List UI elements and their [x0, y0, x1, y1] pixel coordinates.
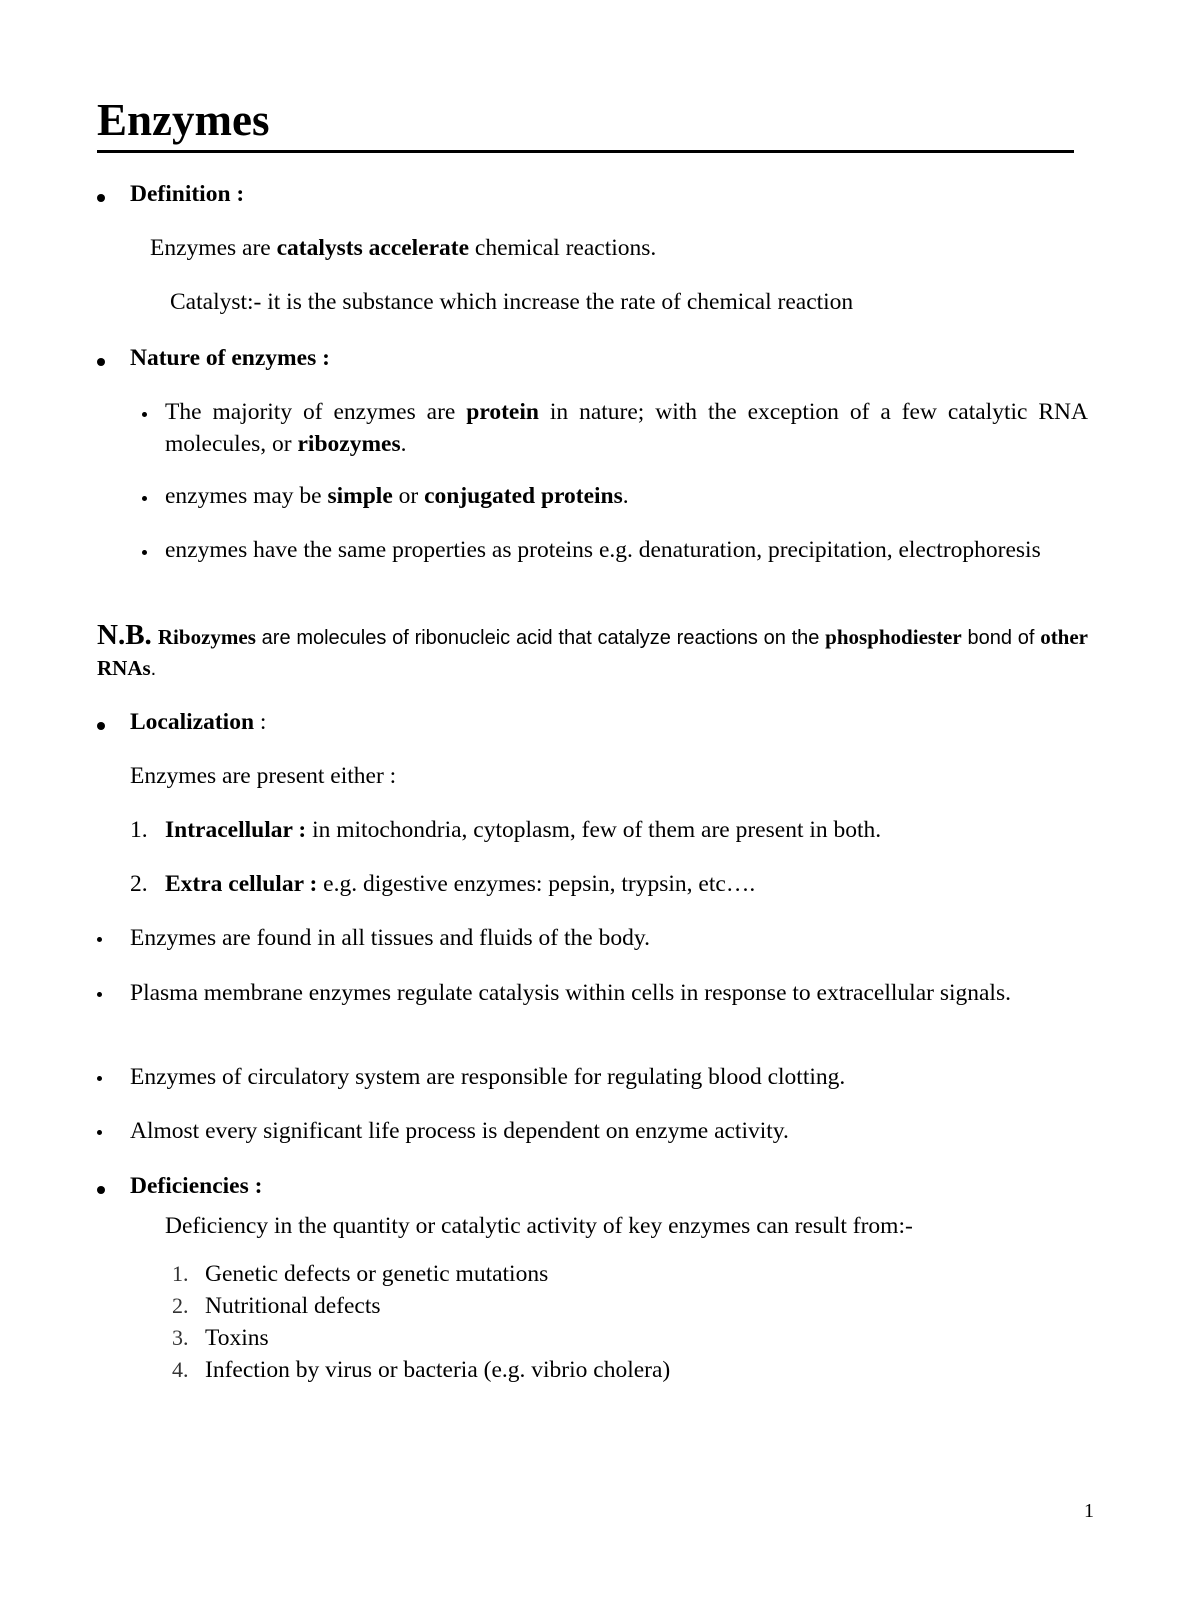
page-title: Enzymes	[97, 95, 270, 145]
localization-intro: Enzymes are present either :	[130, 763, 397, 789]
localization-point: Plasma membrane enzymes regulate catalysis within cells in response to extracellular signals.	[130, 980, 1011, 1006]
page-number: 1	[1084, 1500, 1094, 1522]
localization-point: Enzymes are found in all tissues and fluids of the body.	[130, 925, 650, 951]
bullet-icon	[142, 412, 147, 417]
localization-item-1: Intracellular : in mitochondria, cytoplasm, few of them are present in both.	[165, 817, 882, 843]
deficiencies-heading: Deficiencies :	[130, 1173, 263, 1199]
bullet-icon	[97, 937, 102, 942]
nature-heading: Nature of enzymes :	[130, 345, 330, 371]
deficiency-number: 2.	[172, 1293, 189, 1318]
deficiency-item: Infection by virus or bacteria (e.g. vibrio cholera)	[205, 1357, 671, 1383]
bullet-icon	[97, 1130, 102, 1135]
deficiencies-intro: Deficiency in the quantity or catalytic activity of key enzymes can result from:-	[165, 1213, 913, 1239]
deficiency-number: 3.	[172, 1325, 189, 1350]
nb-note: N.B. Ribozymes are molecules of ribonucleic acid that catalyze reactions on the phosphodiester bond of other RNAs.	[97, 619, 1089, 680]
localization-point: Enzymes of circulatory system are responsible for regulating blood clotting.	[130, 1064, 846, 1090]
localization-point: Almost every significant life process is dependent on enzyme activity.	[130, 1118, 789, 1144]
bullet-icon	[97, 1186, 105, 1194]
definition-text: Enzymes are catalysts accelerate chemical reactions.	[150, 235, 657, 261]
localization-item-1-number: 1.	[130, 817, 148, 843]
definition-heading: Definition :	[130, 181, 245, 207]
localization-heading: Localization :	[130, 709, 267, 735]
bullet-icon	[97, 194, 105, 202]
catalyst-definition: Catalyst:- it is the substance which increase the rate of chemical reaction	[170, 289, 854, 315]
nature-point-3: enzymes have the same properties as proteins e.g. denaturation, precipitation, electrophoresis	[165, 537, 1041, 563]
title-underline	[97, 150, 1074, 153]
nature-point-2: enzymes may be simple or conjugated proteins.	[165, 483, 629, 509]
deficiency-number: 4.	[172, 1357, 189, 1382]
localization-item-2: Extra cellular : e.g. digestive enzymes: pepsin, trypsin, etc….	[165, 871, 756, 897]
deficiency-item: Genetic defects or genetic mutations	[205, 1261, 549, 1287]
nature-point-1: The majority of enzymes are protein in nature; with the exception of a few catalytic RNA molecules, or ribozymes.	[165, 399, 1088, 457]
bullet-icon	[97, 722, 105, 730]
localization-item-2-number: 2.	[130, 871, 148, 897]
deficiency-item: Nutritional defects	[205, 1293, 381, 1319]
deficiency-number: 1.	[172, 1261, 189, 1286]
bullet-icon	[142, 496, 147, 501]
bullet-icon	[142, 550, 147, 555]
bullet-icon	[97, 358, 105, 366]
bullet-icon	[97, 1076, 102, 1081]
bullet-icon	[97, 992, 102, 997]
deficiency-item: Toxins	[205, 1325, 269, 1351]
